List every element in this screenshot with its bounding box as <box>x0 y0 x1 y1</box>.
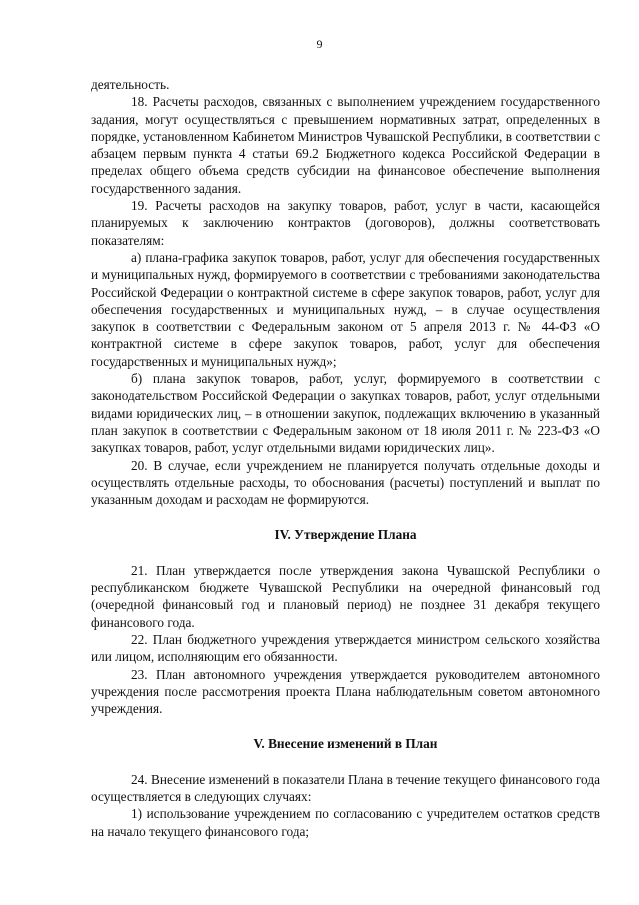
paragraph-23: 23. План автономного учреждения утверждается руководителем автономного учреждения после рассмотрения проекта Плана наблюдательным советом автономного учреждения. <box>91 666 600 717</box>
paragraph-24-1: 1) использование учреждением по согласованию с учредителем остатков средств на начало текущего финансового года; <box>91 806 600 839</box>
paragraph-continuation: деятельность. <box>91 77 170 92</box>
paragraph-19-b: б) плана закупок товаров, работ, услуг, формируемого в соответствии с законодательством Российской Федерации о закупках товаров, работ, услуг отдельными видами юридических лиц, – в отношении закупок, подлежащих включению в указанный план закупок в соответствии с Федеральным законом от 18 июля 2011 г. № 223-ФЗ «О закупках товаров, работ, услуг отдельными видами юридических лиц». <box>91 371 600 456</box>
page-number: 9 <box>316 37 323 51</box>
paragraph-18: 18. Расчеты расходов, связанных с выполнением учреждением государственного задания, могут осуществляться с превышением нормативных затрат, определенных в порядке, установленном Кабинетом Министров Чувашской Республики, в соответствии с абзацем первым пункта 4 статьи 69.2 Бюджетного кодекса Российской Федерации в пределах общего объема средств субсидии на финансовое обеспечение выполнения государственного задания. <box>91 94 600 196</box>
paragraph-19: 19. Расчеты расходов на закупку товаров, работ, услуг в части, касающейся планируемых к заключению контрактов (договоров), должны соответствовать показателям: <box>91 198 600 248</box>
paragraph-20: 20. В случае, если учреждением не планируется получать отдельные доходы и осуществлять отдельные расходы, то обоснования (расчеты) поступлений и выплат по указанным доходам и расходам не формируются. <box>91 457 600 508</box>
paragraph-19-a: а) плана-графика закупок товаров, работ, услуг для обеспечения государственных и муниципальных нужд, формируемого в соответствии с требованиями законодательства Российской Федерации о контрактной системе в сфере закупок товаров, работ, услуг для обеспечения государственных и муниципальных нужд, – в случае осуществления закупок в соответствии с Федеральным законом от 5 апреля 2013 г. № 44-ФЗ «О контрактной системе в сфере закупок товаров, работ, услуг для обеспечения государственных и муниципальных нужд»; <box>91 249 600 369</box>
paragraph-24: 24. Внесение изменений в показатели Плана в течение текущего финансового года осуществляется в следующих случаях: <box>91 771 600 804</box>
section-heading-4: IV. Утверждение Плана <box>274 527 417 543</box>
document-body <box>91 76 600 840</box>
paragraph-21: 21. План утверждается после утверждения закона Чувашской Республики о республиканском бюджете Чувашской Республики на очередной финансовый год (очередной финансовый год и плановый период) не позднее 31 декабря текущего финансового года. <box>91 562 600 630</box>
section-heading-5: V. Внесение изменений в План <box>253 736 438 752</box>
paragraph-22: 22. План бюджетного учреждения утверждается министром сельского хозяйства или лицом, исполняющим его обязанности. <box>91 631 600 665</box>
